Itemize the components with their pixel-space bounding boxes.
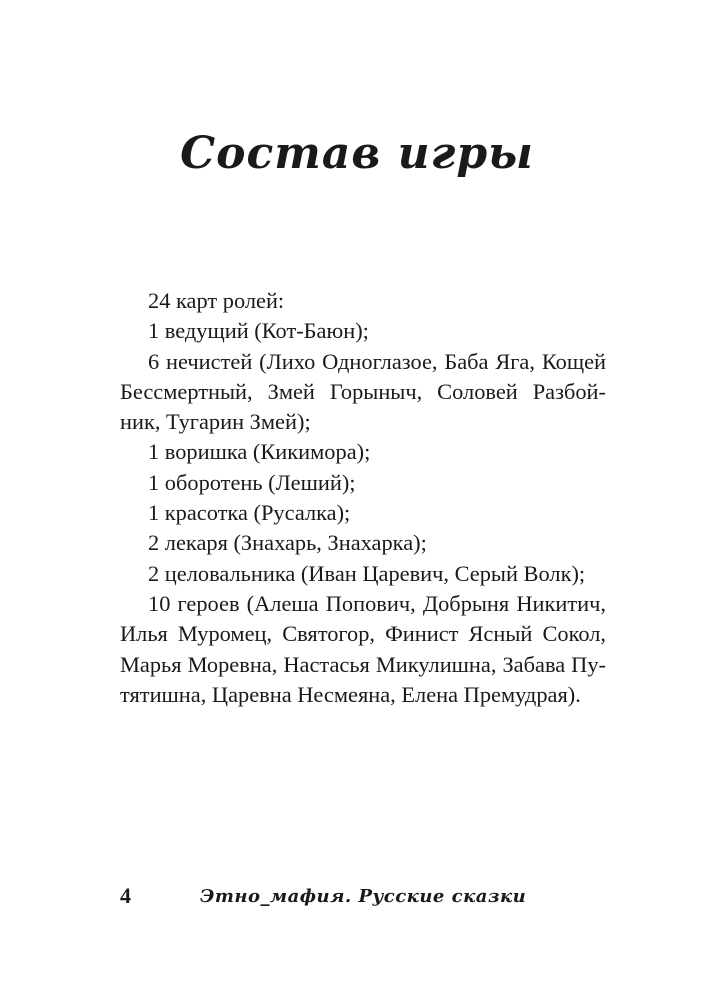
page-title: Состав игры [180, 128, 534, 179]
paragraph-role-cards: 24 карт ролей: [148, 288, 285, 313]
paragraph-werewolf: 1 оборотень (Леший); [148, 469, 356, 495]
paragraph-tavern-keepers: 2 целовальника (Иван Царевич, Серый Волк); [148, 560, 586, 586]
page-footer [120, 881, 606, 911]
paragraph-host: 1 ведущий (Кот-Баюн); [148, 318, 369, 344]
paragraph-beauty: 1 красотка (Русалка); [148, 500, 351, 526]
paragraph-evil-spirits: 6 нечистей (Лихо Одноглазое, Баба Яга, Кощей Бессмертный, Змей Горыныч, Соловей Разбой-ник, Тугарин Змей); [120, 348, 606, 435]
paragraph-healers: 2 лекаря (Знахарь, Знахарка); [148, 530, 427, 556]
paragraph-heroes: 10 героев (Алеша Попович, Добрыня Никитич, Илья Муромец, Святогор, Финист Ясный Сокол, Марья Моревна, Настасья Микулишна, Забава Пу-тятишна, Царевна Несмеяна, Елена Премудрая). [120, 590, 606, 707]
paragraph-thief: 1 воришка (Кикимора); [148, 439, 371, 465]
running-title: Этно_мафия. Русские сказки [200, 885, 527, 907]
page-number: 4 [120, 883, 131, 908]
composition-list [120, 286, 606, 710]
